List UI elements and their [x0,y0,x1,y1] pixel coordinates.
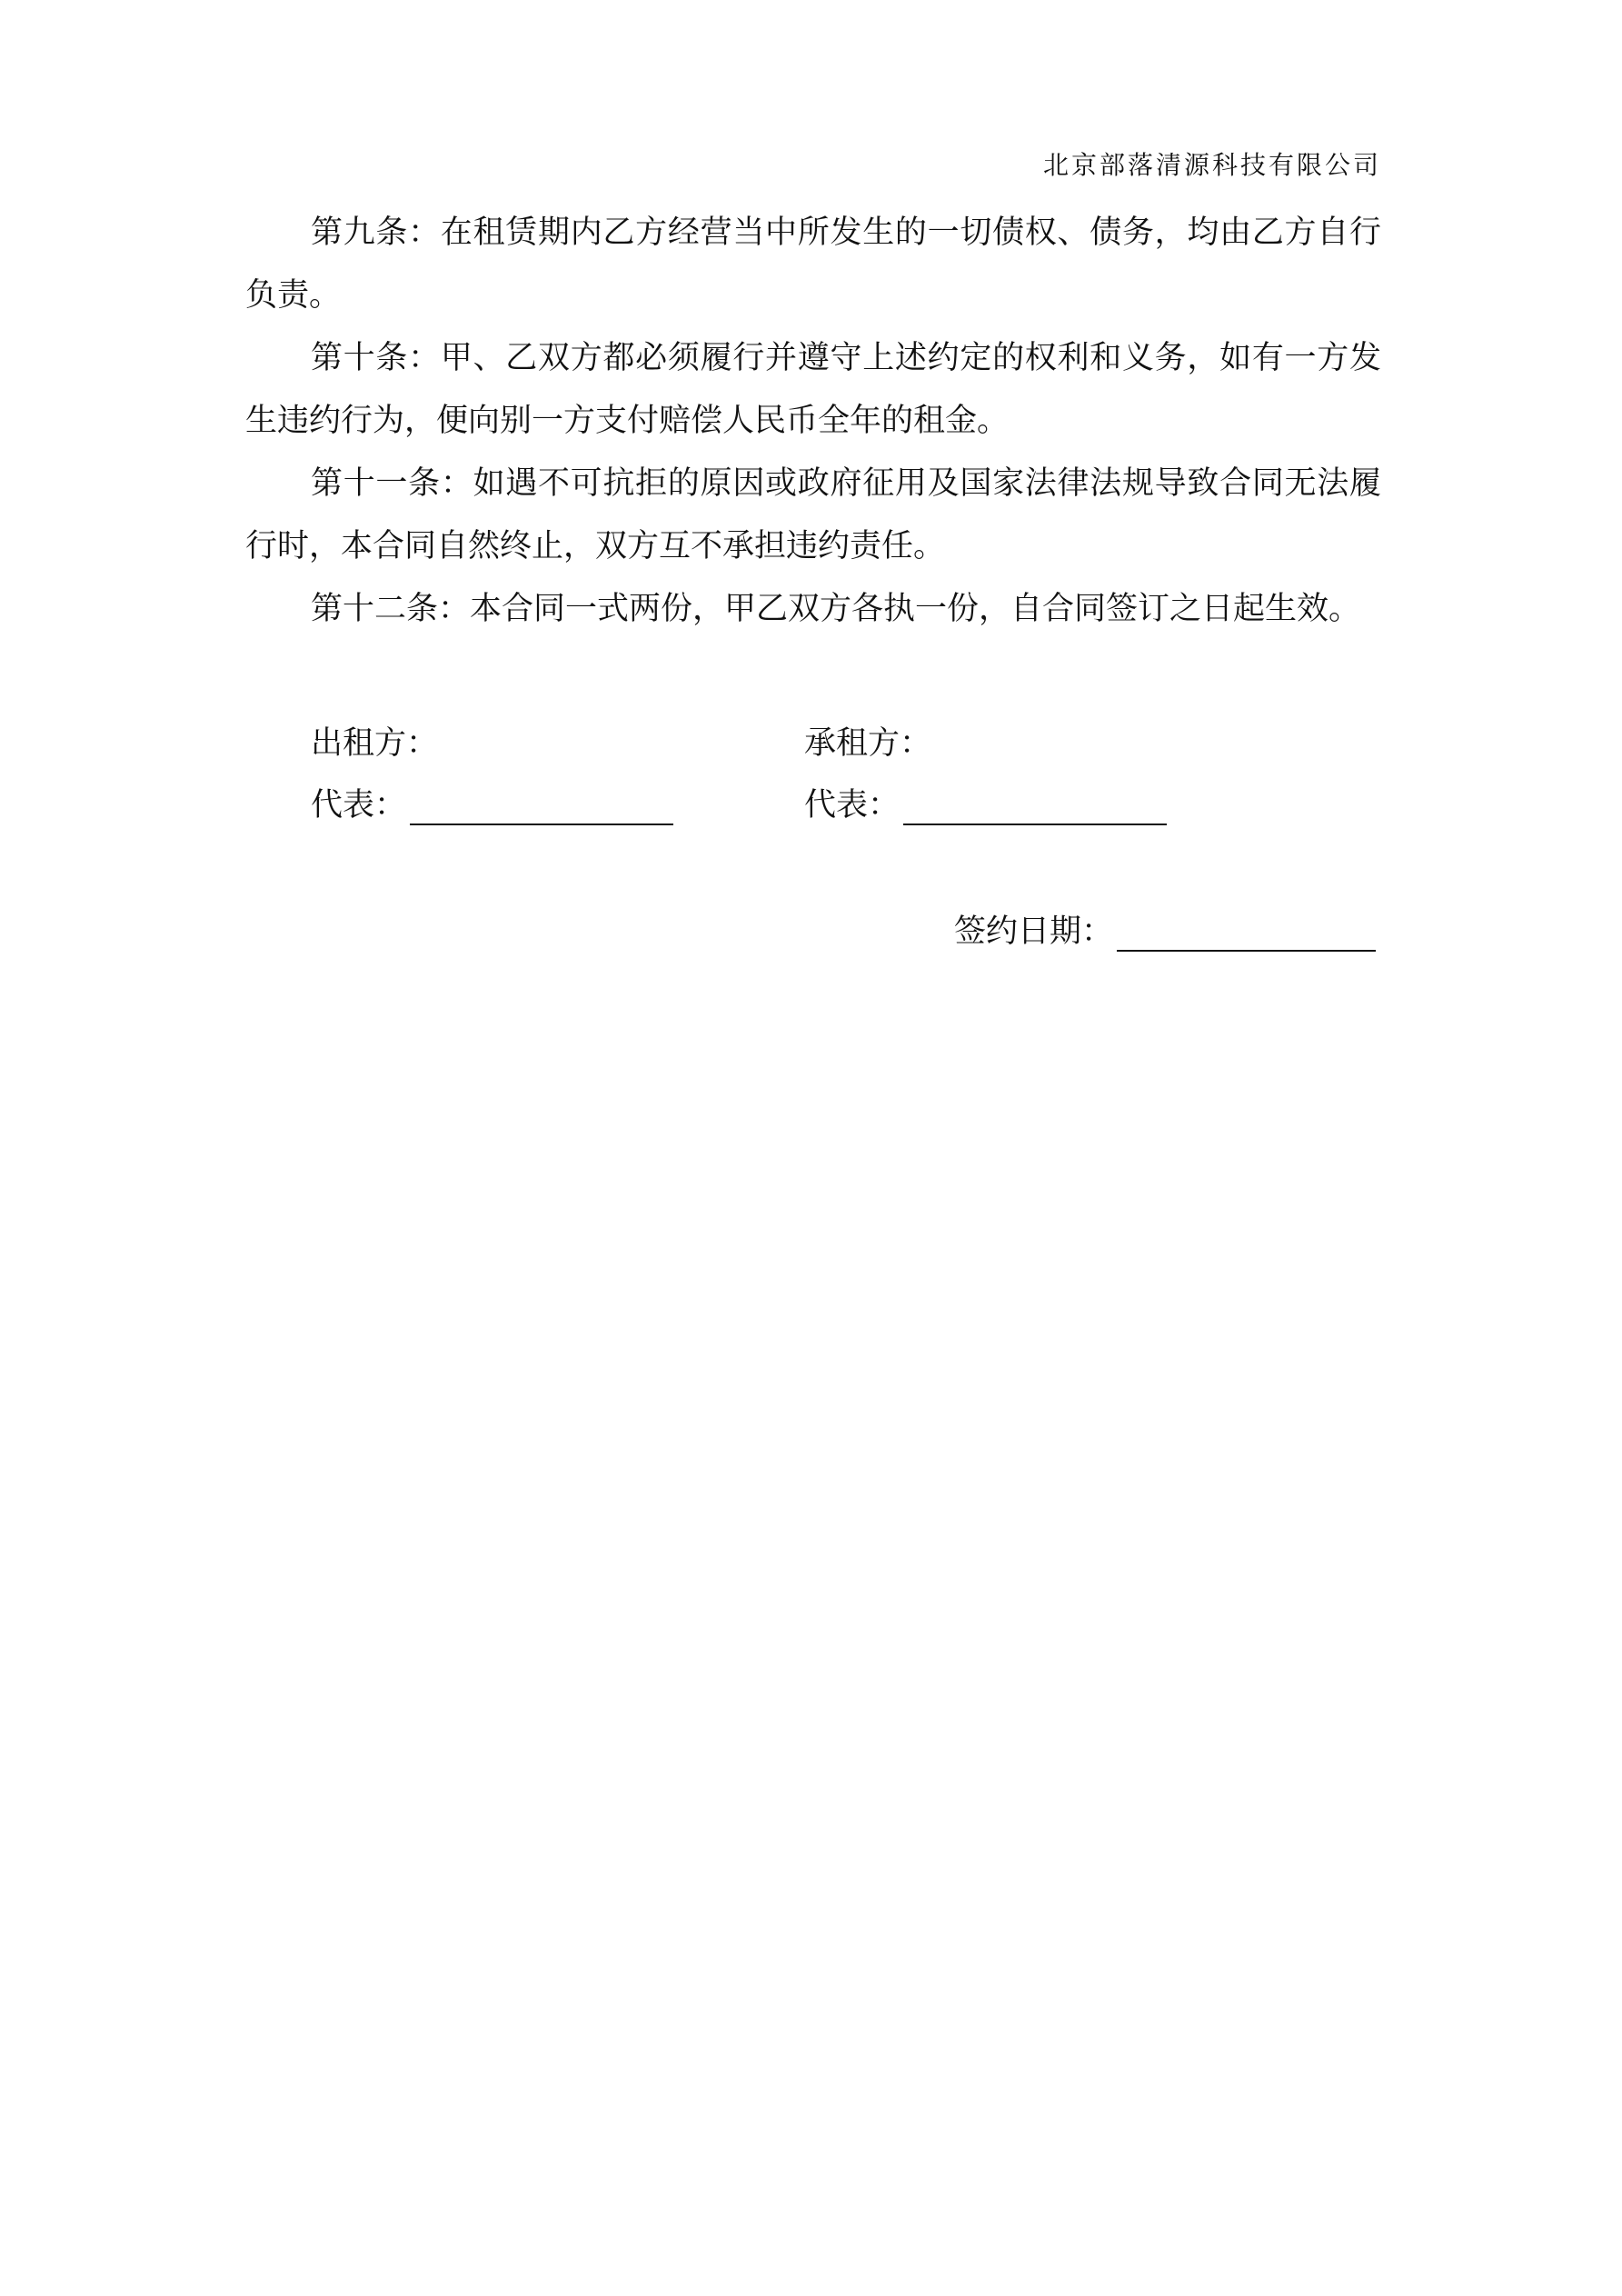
lessee-representative [804,785,1167,825]
signing-date [954,912,1376,952]
company-header: 北京部落清源科技有限公司 [1042,150,1381,180]
clause-12: 第十二条：本合同一式两份，甲乙双方各执一份，自合同签订之日起生效。 [311,591,1361,627]
lessee-rep-label: 代表： [804,787,901,824]
lessee-label-row [804,724,931,764]
clause-9: 第九条：在租赁期内乙方经营当中所发生的一切债权、债务，均由乙方自行负责。 [245,215,1381,314]
contract-clauses [245,202,1381,641]
lessor-rep-label: 代表： [311,787,407,824]
clause-11: 第十一条：如遇不可抗拒的原因或政府征用及国家法律法规导致合同无法履行时，本合同自然终止，双方互不承担违约责任。 [245,465,1381,564]
lessee-label: 承租方： [804,725,932,762]
lessor-label-row [311,724,438,764]
lessor-label: 出租方： [311,725,439,762]
clause-10: 第十条：甲、乙双方都必须履行并遵守上述约定的权利和义务，如有一方发生违约行为，便向别一方支付赔偿人民币全年的租金。 [245,340,1381,439]
date-signature-line[interactable] [1117,913,1376,952]
date-label: 签约日期： [954,913,1114,950]
lessor-rep-signature-line[interactable] [410,787,673,825]
lessee-rep-signature-line[interactable] [903,787,1167,825]
lessor-representative [311,785,673,825]
